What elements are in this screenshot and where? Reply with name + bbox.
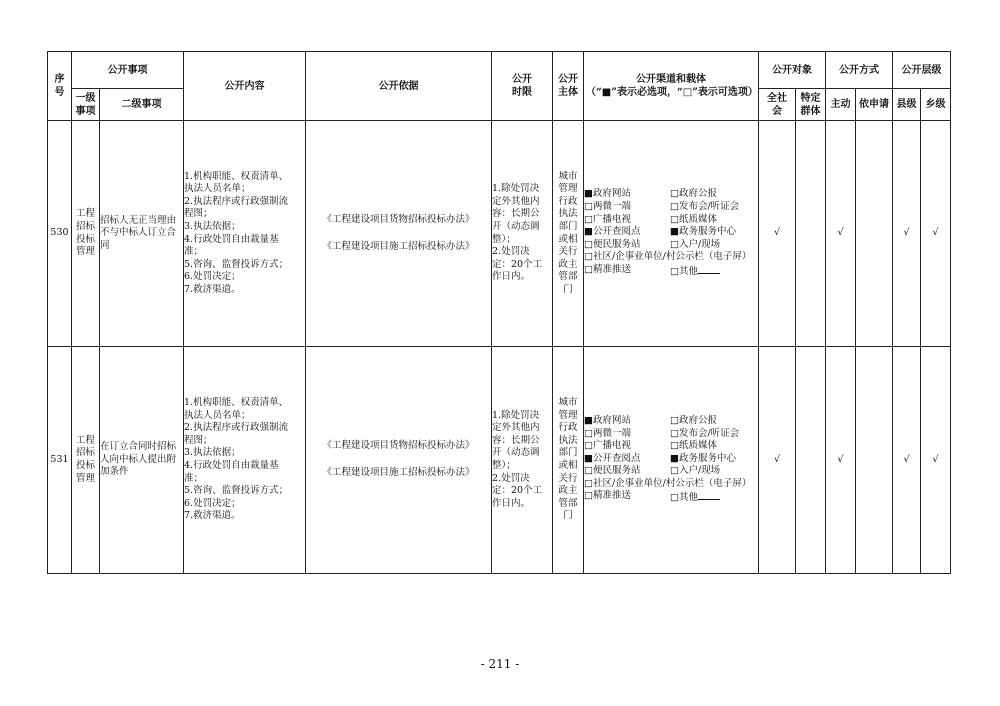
channel-broadcast-tv: □广播电视: [584, 440, 631, 452]
channel-service-center: ■政务服务中心: [670, 452, 736, 464]
check-aud-all: √: [759, 347, 796, 574]
channel-bulletin-board: □社区/企事业单位/村公示栏（电子屏）: [584, 477, 752, 489]
channel-bulletin-board: □社区/企事业单位/村公示栏（电子屏）: [584, 251, 752, 263]
channel-targeted-push: □精准推送: [584, 490, 631, 502]
channel-wechat-weibo: □两微一端: [584, 427, 631, 439]
channel-wechat-weibo: □两微一端: [584, 201, 631, 213]
header-channel: 公开渠道和载体 （“■”表示必选项，“□”表示可选项）: [584, 52, 759, 121]
check-county: √: [893, 121, 921, 347]
check-county: √: [893, 347, 921, 574]
header-row-1: [48, 52, 951, 89]
header-audience: 公开对象: [759, 52, 826, 89]
header-county: 县级: [893, 89, 921, 121]
header-period: 公开时限: [492, 52, 553, 121]
header-active: 主动: [826, 89, 856, 121]
check-town: √: [921, 121, 951, 347]
header-level: 公开层级: [893, 52, 951, 89]
channel-targeted-push: □精准推送: [584, 263, 631, 275]
row-number: 530: [48, 121, 72, 347]
check-aud-group: [796, 347, 826, 574]
row-level1: 工程招标投标管理: [72, 347, 100, 574]
channel-press-hearing: □发布会/听证会: [670, 201, 740, 213]
channel-service-center: ■政务服务中心: [670, 226, 736, 238]
header-method: 公开方式: [826, 52, 893, 89]
channel-reading-point: ■公开查阅点: [584, 226, 641, 238]
header-basis: 公开依据: [306, 52, 492, 121]
row-period: 1.除处罚决 定外其他内 容：长期公 开（动态调 整）； 2.处罚决 定：20个工 作日内。: [492, 121, 553, 347]
check-request: [856, 347, 893, 574]
channel-print-media: □纸质媒体: [670, 213, 717, 225]
check-active: √: [826, 347, 856, 574]
disclosure-table: [47, 51, 951, 574]
check-active: √: [826, 121, 856, 347]
channel-service-station: □便民服务站: [584, 238, 641, 250]
header-subject: 公开主体: [553, 52, 584, 121]
header-level1: 一级事项: [72, 89, 100, 121]
row-subject: 城市 管理 行政 执法 部门 或相 关行 政主 管部 门: [553, 121, 584, 347]
row-number: 531: [48, 347, 72, 574]
channel-onsite: □入户/现场: [670, 465, 721, 477]
header-level2: 二级事项: [100, 89, 184, 121]
channel-print-media: □纸质媒体: [670, 440, 717, 452]
row-channels: [584, 121, 759, 347]
channel-gov-gazette: □政府公报: [670, 414, 717, 426]
header-aud-all: 全社会: [759, 89, 796, 121]
channel-reading-point: ■公开查阅点: [584, 452, 641, 464]
channel-service-station: □便民服务站: [584, 465, 641, 477]
row-content: 1.机构职能、权责清单、 执法人员名单； 2.执法程序或行政强制流 程图； 3.执法依据； 4.行政处罚自由裁量基 准； 5.咨询、监督投诉方式； 6.处罚决定； 7.救济渠道。: [184, 347, 306, 574]
row-basis: 《工程建设项目货物招标投标办法》 《工程建设项目施工招标投标办法》: [306, 121, 492, 347]
channel-broadcast-tv: □广播电视: [584, 213, 631, 225]
table-row: [48, 347, 951, 574]
row-period: 1.除处罚决 定外其他内 容：长期公 开（动态调 整）； 2.处罚决 定：20个工 作日内。: [492, 347, 553, 574]
channel-gov-website: ■政府网站: [584, 414, 631, 426]
check-aud-all: √: [759, 121, 796, 347]
row-subject: 城市 管理 行政 执法 部门 或相 关行 政主 管部 门: [553, 347, 584, 574]
header-aud-group: 特定群体: [796, 89, 826, 121]
row-basis: 《工程建设项目货物招标投标办法》 《工程建设项目施工招标投标办法》: [306, 347, 492, 574]
header-town: 乡级: [921, 89, 951, 121]
channel-gov-website: ■政府网站: [584, 188, 631, 200]
row-level2: 在订立合同时招标人向中标人提出附加条件: [100, 347, 184, 574]
page-number: - 211 -: [480, 657, 520, 671]
channel-gov-gazette: □政府公报: [670, 188, 717, 200]
row-content: 1.机构职能、权责清单、 执法人员名单； 2.执法程序或行政强制流 程图； 3.执法依据； 4.行政处罚自由裁量基 准； 5.咨询、监督投诉方式； 6.处罚决定； 7.救济渠道。: [184, 121, 306, 347]
channel-other: □其他: [670, 490, 758, 505]
table-row: [48, 121, 951, 347]
channel-press-hearing: □发布会/听证会: [670, 427, 740, 439]
row-level1: 工程招标投标管理: [72, 121, 100, 347]
row-level2: 招标人无正当理由不与中标人订立合同: [100, 121, 184, 347]
channel-other: □其他: [670, 264, 758, 279]
header-seq: 序号: [48, 52, 72, 121]
check-town: √: [921, 347, 951, 574]
header-items: 公开事项: [72, 52, 184, 89]
check-aud-group: [796, 121, 826, 347]
row-channels: [584, 347, 759, 574]
check-request: [856, 121, 893, 347]
channel-onsite: □入户/现场: [670, 238, 721, 250]
header-request: 依申请: [856, 89, 893, 121]
header-content: 公开内容: [184, 52, 306, 121]
